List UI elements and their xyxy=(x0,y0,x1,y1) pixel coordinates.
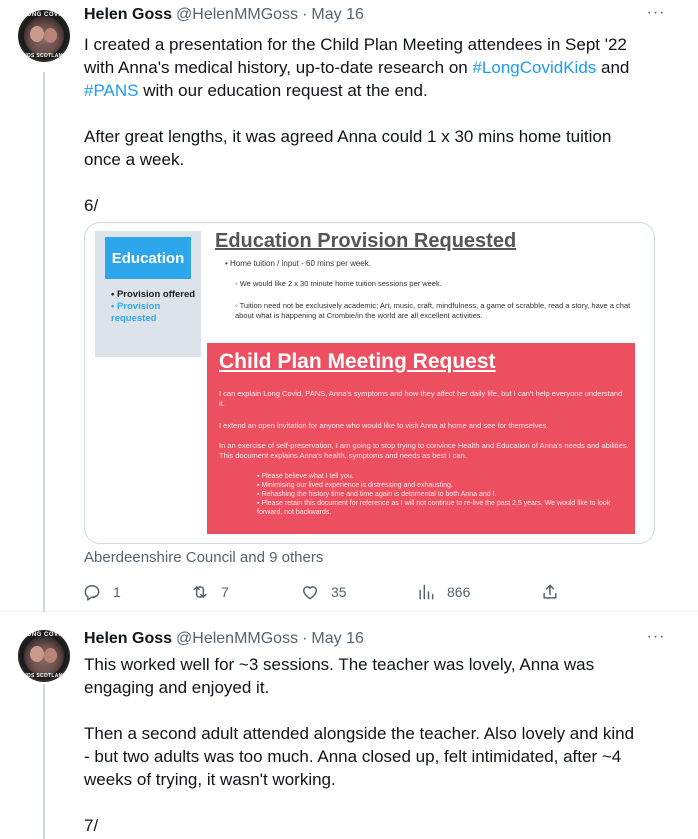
tweet-text-line xyxy=(84,56,664,79)
like-icon xyxy=(300,582,320,602)
author-handle[interactable]: @HelenMMGoss xyxy=(176,6,299,23)
tweet-text-line: After great lengths, it was agreed Anna could 1 x 30 mins home tuition xyxy=(84,127,612,146)
share-button[interactable] xyxy=(540,578,560,606)
thread-line xyxy=(43,72,45,612)
slide-bullet: ▪ Minimising our lived experience is distressing and exhausting. xyxy=(257,481,627,490)
tweet-text-line: 7/ xyxy=(84,816,99,835)
avatar[interactable] xyxy=(18,630,70,682)
tweet-date[interactable]: May 16 xyxy=(311,630,364,647)
author-name[interactable]: Helen Goss xyxy=(84,6,173,23)
avatar-badge-text: LONG COVID xyxy=(22,12,66,18)
avatar-face xyxy=(30,646,44,662)
text-segment: with Anna's medical history, up-to-date research on xyxy=(84,58,473,77)
tweet-text-line: engaging and enjoyed it. xyxy=(84,678,270,697)
slide-bullet: ▪ Rehashing the history time and time again is detrimental to both Anna and I. xyxy=(257,490,627,499)
slide-bullet: ▪ Please retain this document for reference as I will not continue to re-live the past 2.5 years. We would like to look forward, not backwards. xyxy=(257,499,627,517)
text-segment: with our education request at the end. xyxy=(138,81,428,100)
avatar-face xyxy=(44,28,57,43)
author-handle[interactable]: @HelenMMGoss xyxy=(176,630,299,647)
slide-heading: Education Provision Requested xyxy=(215,230,517,252)
blank-line xyxy=(84,791,664,814)
more-icon[interactable]: ··· xyxy=(646,4,666,21)
hashtag-link[interactable]: #LongCovidKids xyxy=(472,58,597,77)
slide-bullet: ◦ We would like 2 x 30 minute home tuition sessions per week. xyxy=(235,279,442,288)
tweet-text-line: 6/ xyxy=(84,196,99,215)
separator: · xyxy=(302,6,308,23)
avatar-badge-text: KIDS SCOTLAND xyxy=(21,53,67,59)
avatar-badge-text: LONG COVID xyxy=(22,632,66,638)
slide-bullet: • Home tuition / input - 60 mins per week. xyxy=(225,259,371,268)
blank-line xyxy=(84,699,664,722)
tweet-text-line: This worked well for ~3 sessions. The teacher was lovely, Anna was xyxy=(84,655,595,674)
thread-line xyxy=(43,684,45,839)
tweet-text-line xyxy=(84,79,664,102)
views-count: 866 xyxy=(447,584,471,600)
slide-section-label: Education xyxy=(105,237,191,279)
slide-request-title: Child Plan Meeting Request xyxy=(219,350,496,373)
avatar-badge-text: KIDS SCOTLAND xyxy=(21,673,67,679)
tweet-text-line: - but two adults was too much. Anna closed up, felt intimidated, after ~4 xyxy=(84,747,622,766)
retweet-button[interactable] xyxy=(190,578,229,606)
share-icon xyxy=(540,582,560,602)
tweet-text xyxy=(84,653,664,837)
slide-section-list xyxy=(111,289,199,325)
like-button[interactable] xyxy=(300,578,347,606)
slide-paragraph: I extend an open invitation for anyone who would like to visit Anna at home and see for themselves. xyxy=(219,421,549,430)
reply-count: 1 xyxy=(113,584,121,600)
tweet-text-line: Then a second adult attended alongside the teacher. Also lovely and kind xyxy=(84,724,635,743)
separator: · xyxy=(302,630,308,647)
tweet-text-line: once a week. xyxy=(84,150,185,169)
blank-line xyxy=(84,171,664,194)
blank-line xyxy=(84,102,664,125)
slide-section-item: • Provision requested xyxy=(111,301,161,324)
tweet-text-line: weeks of trying, it wasn't working. xyxy=(84,770,336,789)
tweet-header xyxy=(84,4,364,26)
tweet-actions xyxy=(80,578,570,606)
slide-request-box xyxy=(207,343,635,534)
views-icon xyxy=(416,582,436,602)
author-name[interactable]: Helen Goss xyxy=(84,630,173,647)
slide-bullet: ▪ Please believe what I tell you. xyxy=(257,472,627,481)
retweet-count: 7 xyxy=(221,584,229,600)
more-icon[interactable]: ··· xyxy=(646,628,666,645)
slide-paragraph: I can explain Long Covid, PANS, Anna's symptoms and how they affect her daily life, but I can't help everyone understand it. xyxy=(219,389,623,408)
like-count: 35 xyxy=(331,584,347,600)
text-segment: and xyxy=(596,58,630,77)
reply-button[interactable] xyxy=(82,578,121,606)
slide-bullet: ◦ Tuition need not be exclusively academic; Art, music, craft, mindfulness, a game of scrabble, read a story, have a chat about what is happening at Crombie/in the world are all excellent activities. xyxy=(235,301,631,320)
slide-bullet-list xyxy=(257,472,627,517)
tweet-date[interactable]: May 16 xyxy=(311,6,364,23)
tweet[interactable] xyxy=(0,612,698,839)
tweet-text xyxy=(84,33,664,217)
tweet-header xyxy=(84,628,364,650)
avatar-face xyxy=(30,26,44,42)
reply-icon xyxy=(82,582,102,602)
slide-paragraph: In an exercise of self-preservation, I am going to stop trying to convince Health and Education of Anna's needs and abilities. This document explains Anna's health, symptoms and needs as best I can. xyxy=(219,441,629,460)
slide-section-item: • Provision offered xyxy=(111,289,196,300)
tweet-media-image[interactable] xyxy=(84,222,655,544)
hashtag-link[interactable]: #PANS xyxy=(84,81,139,100)
tweet-text-line: I created a presentation for the Child Plan Meeting attendees in Sept '22 xyxy=(84,35,627,54)
tagged-users-link[interactable]: Aberdeenshire Council and 9 others xyxy=(84,549,324,566)
slide-sidebar xyxy=(95,231,201,357)
avatar-face xyxy=(44,648,57,663)
retweet-icon xyxy=(190,582,210,602)
views-button[interactable] xyxy=(416,578,470,606)
avatar[interactable] xyxy=(18,10,70,62)
